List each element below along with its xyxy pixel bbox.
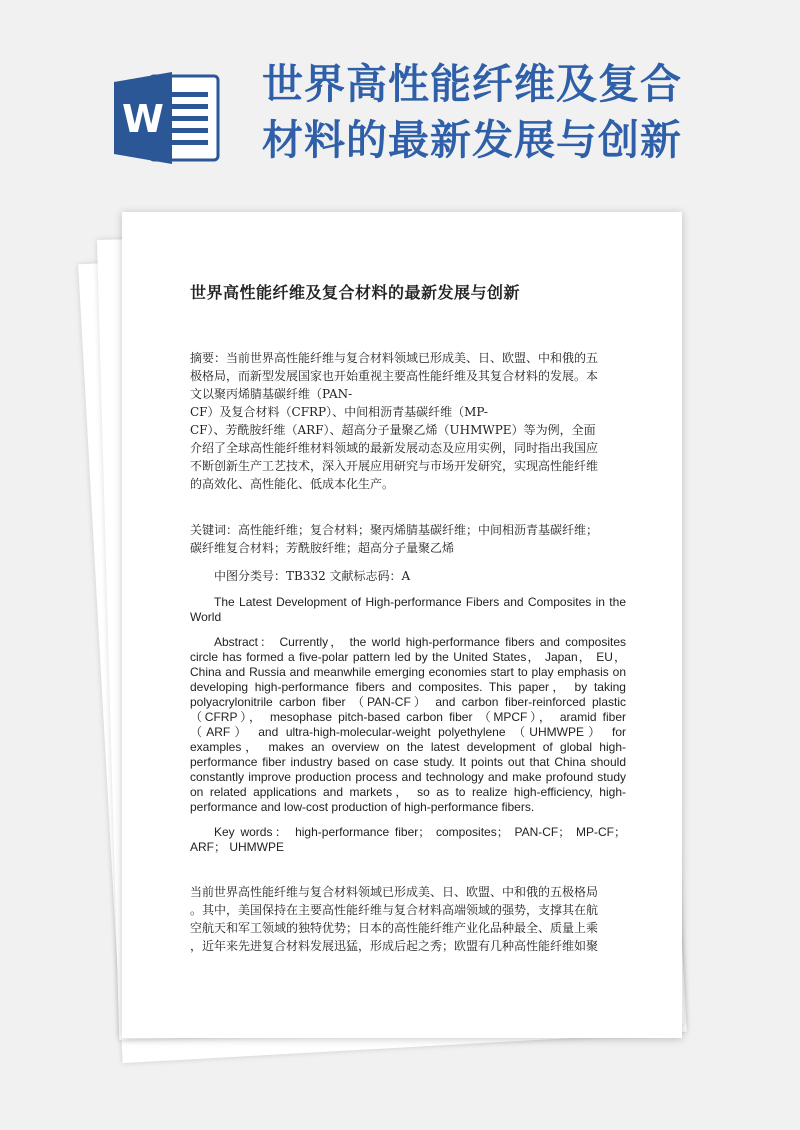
- banner-title-line2: 材料的最新发展与创新: [262, 116, 682, 164]
- abstract-line: 极格局，而新型发展国家也开始重视主要高性能纤维及其复合材料的发展。本: [190, 369, 599, 383]
- word-icon-letter: W: [122, 97, 164, 141]
- english-abstract: Abstract： Currently， the world high-performance fibers and composites circle has formed a five-polar pattern led by the United States， Japan， EU， China and Russia and meanwhile emerging economies start to play emphasis on developing high-performance fibers and composites. This paper， by taking polyacrylonitrile carbon fiber （PAN-CF） and carbon fiber-reinforced plastic （CFRP）， mesophase pitch-based carbon fiber （MPCF）， aramid fiber （ARF） and ultra-high-molecular-weight polyethylene （UHMWPE） for examples， makes an overview on the latest development of global high-performance fiber industry based on case study. It points out that China should constantly improve production process and technology and make profound study on related applications and markets， so as to realize high-efficiency, high-performance and low-cost production of high-performance fibers.: [190, 635, 626, 814]
- document-content: [190, 280, 626, 955]
- classification-number: 中图分类号：TB332 文献标志码：A: [214, 569, 411, 583]
- body-line: 当前世界高性能纤维与复合材料领域已形成美、日、欧盟、中和俄的五极格局: [190, 885, 599, 899]
- body-line: 。其中，美国保持在主要高性能纤维与复合材料高端领域的强势，支撑其在航: [190, 903, 599, 917]
- document-page: [122, 212, 682, 1038]
- chinese-abstract: [190, 349, 626, 493]
- banner-title: [262, 56, 782, 168]
- abstract-line: 摘要：当前世界高性能纤维与复合材料领域已形成美、日、欧盟、中和俄的五: [190, 351, 599, 365]
- word-document-icon: [112, 68, 222, 168]
- abstract-line: 文以聚丙烯腈基碳纤维（PAN-: [190, 387, 353, 401]
- body-text: [190, 883, 626, 955]
- english-keywords: Key words： high-performance fiber； composites； PAN-CF； MP-CF； ARF； UHMWPE: [190, 825, 626, 854]
- abstract-line: CF）及复合材料（CFRP）、中间相沥青基碳纤维（MP-: [190, 405, 488, 419]
- abstract-line: 介绍了全球高性能纤维材料领域的最新发展动态及应用实例，同时指出我国应: [190, 441, 599, 455]
- abstract-line: 的高效化、高性能化、低成本化生产。: [190, 477, 395, 491]
- keywords-line: 碳纤维复合材料；芳酰胺纤维；超高分子量聚乙烯: [190, 541, 455, 555]
- abstract-line: CF）、芳酰胺纤维（ARF）、超高分子量聚乙烯（UHMWPE）等为例，全面: [190, 423, 596, 437]
- body-line: ，近年来先进复合材料发展迅猛，形成后起之秀；欧盟有几种高性能纤维如聚: [190, 939, 599, 953]
- keywords-line: 关键词：高性能纤维；复合材料；聚丙烯腈基碳纤维；中间相沥青基碳纤维；: [190, 523, 599, 537]
- abstract-line: 不断创新生产工艺技术，深入开展应用研究与市场开发研究，实现高性能纤维: [190, 459, 599, 473]
- english-title: The Latest Development of High-performance Fibers and Composites in the World: [190, 595, 626, 624]
- document-title: 世界高性能纤维及复合材料的最新发展与创新: [190, 283, 521, 302]
- body-line: 空航天和军工领域的独特优势；日本的高性能纤维产业化品种最全、质量上乘: [190, 921, 599, 935]
- chinese-keywords: [190, 521, 626, 557]
- banner-title-line1: 世界高性能纤维及复合: [262, 60, 682, 108]
